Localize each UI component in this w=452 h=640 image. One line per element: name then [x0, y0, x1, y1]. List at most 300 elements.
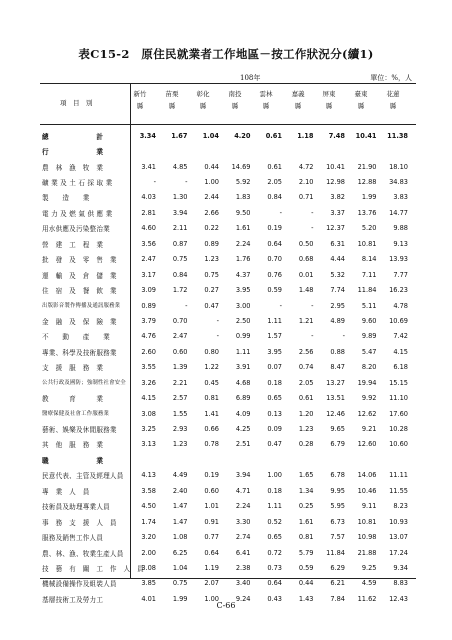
- table-cell: -: [311, 208, 314, 217]
- row-label: 營 建 工 程 業: [42, 240, 104, 249]
- row-values: [132, 209, 408, 217]
- table-cell: 4.20: [234, 131, 251, 140]
- table-cell: 18.10: [389, 162, 408, 171]
- table-cell: 0.61: [298, 394, 314, 403]
- row-label: 電 力 及 燃 氣 供 應 業: [42, 209, 113, 218]
- table-cell: 0.44: [204, 162, 219, 171]
- table-cell: 4.60: [141, 224, 156, 233]
- row-values: [132, 471, 408, 479]
- table-cell: -: [216, 316, 219, 325]
- table-title: 表C15-2 原住民就業者工作地區－按工作狀況分(續1): [78, 47, 374, 61]
- table-cell: 3.85: [141, 579, 156, 588]
- table-cell: 0.50: [298, 239, 314, 248]
- row-label: 事 務 支 援 人 員: [42, 518, 117, 527]
- table-cell: 0.88: [330, 347, 345, 356]
- row-label: 職 業: [42, 456, 104, 465]
- table-cell: 5.79: [298, 548, 314, 557]
- table-cell: 12.88: [357, 178, 377, 187]
- table-cell: 3.91: [235, 363, 251, 372]
- row-label: 公共行政及國防；強制性社會安全: [42, 379, 126, 386]
- table-cell: 0.78: [204, 440, 219, 449]
- top-rule: [40, 83, 416, 84]
- table-cell: 3.40: [235, 579, 251, 588]
- table-row: [40, 452, 416, 467]
- table-cell: 1.99: [361, 193, 377, 202]
- table-cell: 3.55: [141, 363, 156, 372]
- row-values: [132, 425, 408, 433]
- table-cell: 6.21: [330, 579, 345, 588]
- table-cell: 0.27: [204, 286, 219, 295]
- table-cell: 3.58: [141, 486, 156, 495]
- table-cell: 3.08: [141, 409, 156, 418]
- column-header: 臺東縣: [354, 90, 368, 110]
- table-cell: 12.60: [357, 440, 377, 449]
- row-values: [132, 502, 408, 510]
- table-cell: 4.59: [361, 579, 377, 588]
- table-cell: 6.29: [330, 563, 345, 572]
- table-cell: 2.66: [204, 208, 219, 217]
- table-row: [40, 390, 416, 405]
- table-cell: 17.60: [389, 409, 408, 418]
- row-label: 不 動 產 業: [42, 333, 110, 342]
- table-cell: 0.75: [204, 270, 219, 279]
- table-cell: 3.37: [330, 208, 345, 217]
- table-cell: 3.79: [141, 316, 156, 325]
- row-label: 用水供應及污染整治業: [42, 225, 110, 234]
- table-cell: 8.14: [361, 255, 377, 264]
- table-cell: 12.43: [389, 594, 408, 603]
- table-cell: 10.60: [389, 440, 408, 449]
- table-cell: 0.47: [204, 301, 219, 310]
- row-values: [132, 579, 408, 587]
- table-cell: 4.85: [172, 162, 188, 171]
- table-cell: 9.95: [330, 486, 345, 495]
- table-cell: 10.41: [355, 131, 377, 140]
- row-values: [132, 564, 408, 572]
- table-cell: 1.00: [204, 178, 219, 187]
- table-cell: -: [311, 332, 314, 341]
- table-cell: 10.98: [357, 533, 377, 542]
- table-cell: 3.34: [139, 131, 156, 140]
- table-cell: 13.93: [389, 255, 408, 264]
- table-cell: 0.81: [298, 533, 314, 542]
- table-cell: 3.30: [235, 517, 251, 526]
- table-cell: 5.92: [235, 178, 251, 187]
- row-values: [132, 549, 408, 557]
- table-cell: 1.01: [204, 502, 219, 511]
- table-row: [40, 282, 416, 297]
- row-values: [132, 240, 408, 248]
- table-cell: 11.84: [326, 548, 345, 557]
- table-row: [40, 128, 416, 143]
- table-cell: 1.19: [204, 563, 219, 572]
- row-label: 住 宿 及 餐 飲 業: [42, 287, 117, 296]
- column-header: 花蓮縣: [386, 90, 400, 110]
- table-cell: 10.41: [326, 162, 345, 171]
- table-cell: 4.50: [141, 502, 156, 511]
- table-row: [40, 576, 416, 591]
- row-label: 礦 業 及 土 石 採 取 業: [42, 179, 113, 188]
- table-cell: 10.81: [357, 239, 377, 248]
- table-cell: 1.04: [172, 563, 188, 572]
- table-row: [40, 267, 416, 282]
- table-cell: 2.24: [235, 239, 251, 248]
- table-cell: 5.20: [361, 224, 377, 233]
- table-cell: 1.11: [267, 316, 282, 325]
- row-values: [132, 379, 408, 387]
- row-values: [132, 302, 408, 310]
- table-cell: 6.18: [393, 363, 408, 372]
- table-cell: 3.26: [141, 378, 156, 387]
- table-cell: 4.78: [393, 301, 408, 310]
- row-label: 運 輸 及 倉 儲 業: [42, 271, 117, 280]
- table-cell: 3.25: [141, 425, 156, 434]
- table-cell: 3.82: [330, 193, 345, 202]
- table-cell: 0.43: [267, 594, 282, 603]
- table-cell: 4.01: [141, 594, 156, 603]
- table-cell: 4.72: [298, 162, 314, 171]
- table-cell: 0.18: [267, 486, 282, 495]
- row-label: 農 林 漁 牧 業: [42, 163, 104, 172]
- table-cell: 14.06: [357, 471, 377, 480]
- table-row: [40, 421, 416, 436]
- table-cell: 1.99: [172, 594, 188, 603]
- row-values: [132, 394, 408, 402]
- row-label: 專 業 人 員: [42, 487, 90, 496]
- table-cell: 1.18: [297, 131, 314, 140]
- table-cell: 3.56: [141, 239, 156, 248]
- table-cell: 1.22: [204, 363, 219, 372]
- row-label: 醫療保健及社會工作服務業: [42, 410, 110, 417]
- table-cell: 1.21: [298, 316, 314, 325]
- table-row: [40, 252, 416, 267]
- table-cell: 3.13: [141, 440, 156, 449]
- table-cell: 11.10: [389, 394, 408, 403]
- table-cell: 4.13: [141, 471, 156, 480]
- table-cell: 0.52: [267, 517, 282, 526]
- table-cell: -: [185, 178, 188, 187]
- table-cell: -: [279, 301, 282, 310]
- table-cell: 1.43: [298, 594, 314, 603]
- table-cell: 3.08: [141, 563, 156, 572]
- row-values: [132, 487, 408, 495]
- row-label: 金 融 及 保 險 業: [42, 317, 117, 326]
- table-cell: 0.87: [172, 239, 188, 248]
- table-cell: 1.23: [298, 425, 314, 434]
- table-cell: 4.44: [330, 255, 345, 264]
- table-cell: 3.00: [235, 301, 251, 310]
- table-cell: 0.19: [267, 224, 282, 233]
- table-cell: 1.47: [172, 517, 188, 526]
- row-values: [132, 363, 408, 371]
- table-cell: 13.07: [389, 533, 408, 542]
- table-cell: 0.71: [298, 193, 314, 202]
- table-cell: 11.11: [389, 471, 408, 480]
- table-cell: 0.84: [267, 193, 282, 202]
- table-cell: 3.94: [235, 471, 251, 480]
- table-cell: 5.32: [330, 270, 345, 279]
- table-row: [40, 344, 416, 359]
- table-cell: 9.89: [361, 332, 377, 341]
- table-cell: 0.75: [172, 579, 188, 588]
- table-cell: 2.74: [235, 533, 251, 542]
- table-cell: 0.84: [172, 270, 188, 279]
- table-cell: 0.65: [267, 394, 282, 403]
- table-cell: 10.81: [357, 517, 377, 526]
- table-cell: 9.50: [235, 208, 251, 217]
- row-values: [132, 132, 408, 140]
- table-cell: 1.61: [298, 517, 314, 526]
- table-row: [40, 483, 416, 498]
- table-cell: 3.09: [141, 286, 156, 295]
- table-cell: 7.11: [361, 270, 377, 279]
- row-label: 技術員及助理專業人員: [42, 503, 110, 512]
- table-cell: 9.24: [235, 594, 251, 603]
- table-cell: 11.55: [389, 486, 408, 495]
- table-row: [40, 143, 416, 158]
- table-cell: 21.90: [357, 162, 377, 171]
- table-cell: 2.38: [235, 563, 251, 572]
- table-cell: 9.21: [361, 425, 377, 434]
- row-values: [132, 348, 408, 356]
- table-cell: 1.47: [172, 502, 188, 511]
- table-cell: 3.95: [267, 347, 282, 356]
- table-cell: 7.42: [393, 332, 408, 341]
- table-row: [40, 360, 416, 375]
- row-values: [132, 163, 408, 171]
- table-cell: 0.19: [204, 471, 219, 480]
- table-cell: 0.61: [265, 131, 282, 140]
- table-cell: 0.70: [172, 316, 188, 325]
- table-cell: 9.11: [361, 502, 377, 511]
- table-cell: 3.41: [141, 162, 156, 171]
- table-cell: 1.08: [172, 533, 188, 542]
- row-label: 民意代表、主管及經理人員: [42, 472, 124, 481]
- table-cell: 6.73: [330, 517, 345, 526]
- table-cell: 1.61: [235, 224, 251, 233]
- table-cell: 5.11: [361, 301, 377, 310]
- table-cell: 1.57: [267, 332, 282, 341]
- table-cell: 0.89: [141, 301, 156, 310]
- table-cell: 4.15: [141, 394, 156, 403]
- table-cell: 2.00: [141, 548, 156, 557]
- row-label: 製 造 業: [42, 194, 90, 203]
- table-cell: 1.55: [172, 409, 188, 418]
- table-cell: -: [311, 224, 314, 233]
- table-cell: 1.11: [267, 502, 282, 511]
- table-cell: 4.49: [172, 471, 188, 480]
- header-rule: [40, 124, 416, 125]
- row-values: [132, 255, 408, 263]
- column-header: 苗栗縣: [165, 90, 179, 110]
- table-cell: 9.60: [361, 316, 377, 325]
- table-cell: 19.94: [357, 378, 377, 387]
- table-cell: 2.24: [235, 502, 251, 511]
- table-cell: 1.72: [172, 286, 188, 295]
- table-cell: 2.07: [204, 579, 219, 588]
- table-cell: 2.51: [235, 440, 251, 449]
- table-cell: 1.34: [298, 486, 314, 495]
- page-number: C-66: [216, 601, 236, 610]
- table-cell: 11.62: [357, 594, 377, 603]
- table-cell: 34.83: [389, 178, 408, 187]
- table-cell: 11.84: [357, 286, 377, 295]
- table-row: [40, 514, 416, 529]
- table-cell: 0.47: [267, 440, 282, 449]
- table-cell: 0.64: [267, 579, 282, 588]
- table-cell: 2.56: [298, 347, 314, 356]
- table-cell: -: [153, 178, 156, 187]
- table-cell: 7.84: [330, 594, 345, 603]
- table-cell: 0.91: [204, 517, 219, 526]
- table-cell: 4.89: [330, 316, 345, 325]
- table-cell: 3.83: [393, 193, 408, 202]
- table-cell: 0.66: [204, 425, 219, 434]
- table-cell: 17.24: [389, 548, 408, 557]
- table-cell: 9.88: [393, 224, 408, 233]
- column-header: 彰化縣: [196, 90, 210, 110]
- table-cell: 2.57: [172, 394, 188, 403]
- table-row: [40, 298, 416, 313]
- table-cell: 5.47: [361, 347, 377, 356]
- table-cell: 16.23: [389, 286, 408, 295]
- table-cell: 10.46: [357, 486, 377, 495]
- table-row: [40, 313, 416, 328]
- table-row: [40, 437, 416, 452]
- table-row: [40, 406, 416, 421]
- table-cell: 2.50: [235, 316, 251, 325]
- table-row: [40, 329, 416, 344]
- table-cell: 0.44: [298, 579, 314, 588]
- table-cell: -: [279, 208, 282, 217]
- table-cell: -: [185, 301, 188, 310]
- table-cell: 10.28: [389, 425, 408, 434]
- table-unit: 單位：%，人: [370, 74, 412, 82]
- table-cell: 4.03: [141, 193, 156, 202]
- table-row: [40, 545, 416, 560]
- table-cell: 4.25: [235, 425, 251, 434]
- table-cell: 12.37: [326, 224, 345, 233]
- row-values: [132, 317, 408, 325]
- table-cell: 2.60: [141, 347, 156, 356]
- row-values: [132, 440, 408, 448]
- row-values: [132, 193, 408, 201]
- table-row: [40, 190, 416, 205]
- row-values: [132, 518, 408, 526]
- table-cell: 1.67: [171, 131, 188, 140]
- row-values: [132, 332, 408, 340]
- table-cell: 8.47: [330, 363, 345, 372]
- table-row: [40, 221, 416, 236]
- row-values: [132, 271, 408, 279]
- table-cell: 0.74: [298, 363, 314, 372]
- table-cell: 0.59: [267, 286, 282, 295]
- table-cell: 1.11: [235, 347, 251, 356]
- table-cell: 4.37: [235, 270, 251, 279]
- table-cell: 5.95: [330, 502, 345, 511]
- table-cell: 14.77: [389, 208, 408, 217]
- table-cell: 6.31: [330, 239, 345, 248]
- table-cell: 1.48: [298, 286, 314, 295]
- table-cell: 2.44: [204, 193, 219, 202]
- row-label: 出版影音製作傳播及通訊服務業: [42, 302, 121, 309]
- table-row: [40, 375, 416, 390]
- table-cell: 10.93: [389, 517, 408, 526]
- table-cell: 1.04: [202, 131, 219, 140]
- row-label: 農、林、漁、牧業生產人員: [42, 549, 124, 558]
- table-cell: 1.39: [172, 363, 188, 372]
- table-year: 108年: [240, 74, 261, 82]
- table-cell: 1.74: [141, 517, 156, 526]
- table-row: [40, 468, 416, 483]
- table-cell: 0.28: [298, 440, 314, 449]
- table-cell: 8.23: [393, 502, 408, 511]
- table-cell: 0.22: [204, 224, 219, 233]
- row-label: 基層技術工及勞力工: [42, 595, 104, 604]
- table-cell: 1.41: [204, 409, 219, 418]
- table-cell: 7.77: [393, 270, 408, 279]
- table-cell: 2.40: [172, 486, 188, 495]
- column-header: 嘉義縣: [291, 90, 305, 110]
- table-cell: 3.17: [141, 270, 156, 279]
- table-cell: 0.07: [267, 363, 282, 372]
- row-label: 批 發 及 零 售 業: [42, 256, 117, 265]
- table-cell: 9.65: [330, 425, 345, 434]
- table-cell: 1.65: [298, 471, 314, 480]
- table-cell: 0.09: [267, 425, 282, 434]
- row-label: 專業、科學及技術服務業: [42, 348, 117, 357]
- column-header: 雲林縣: [259, 90, 273, 110]
- table-row: [40, 529, 416, 544]
- column-header: 南投縣: [228, 90, 242, 110]
- table-cell: 14.69: [231, 162, 251, 171]
- row-values: [132, 286, 408, 294]
- table-cell: 1.76: [235, 255, 251, 264]
- table-cell: 0.45: [204, 378, 219, 387]
- table-cell: 0.64: [204, 548, 219, 557]
- table-cell: 0.60: [204, 486, 219, 495]
- table-cell: 0.72: [267, 548, 282, 557]
- table-cell: 0.77: [204, 533, 219, 542]
- table-row: [40, 499, 416, 514]
- table-cell: 15.15: [389, 378, 408, 387]
- row-label: 教 育 業: [42, 395, 104, 404]
- table-cell: 4.76: [141, 332, 156, 341]
- table-cell: 0.13: [267, 409, 282, 418]
- table-cell: 0.01: [298, 270, 314, 279]
- table-cell: 0.80: [204, 347, 219, 356]
- table-cell: 8.20: [361, 363, 377, 372]
- row-label: 機械設備操作及組裝人員: [42, 580, 117, 589]
- row-label: 行 業: [42, 148, 104, 157]
- row-values: [132, 178, 408, 186]
- row-values: [132, 533, 408, 541]
- table-cell: 12.46: [326, 409, 345, 418]
- table-cell: 4.71: [235, 486, 251, 495]
- row-label: 總 計: [42, 132, 104, 141]
- row-label: 技 藝 有 關 工 作 人 員: [42, 564, 144, 573]
- table-cell: 0.18: [267, 378, 282, 387]
- table-cell: 13.27: [326, 378, 345, 387]
- table-cell: 2.11: [172, 224, 188, 233]
- table-cell: 0.25: [298, 502, 314, 511]
- table-row: [40, 560, 416, 575]
- table-cell: 0.59: [298, 563, 314, 572]
- table-cell: 2.47: [141, 255, 156, 264]
- table-cell: 0.70: [267, 255, 282, 264]
- table-cell: -: [311, 301, 314, 310]
- table-row: [40, 236, 416, 251]
